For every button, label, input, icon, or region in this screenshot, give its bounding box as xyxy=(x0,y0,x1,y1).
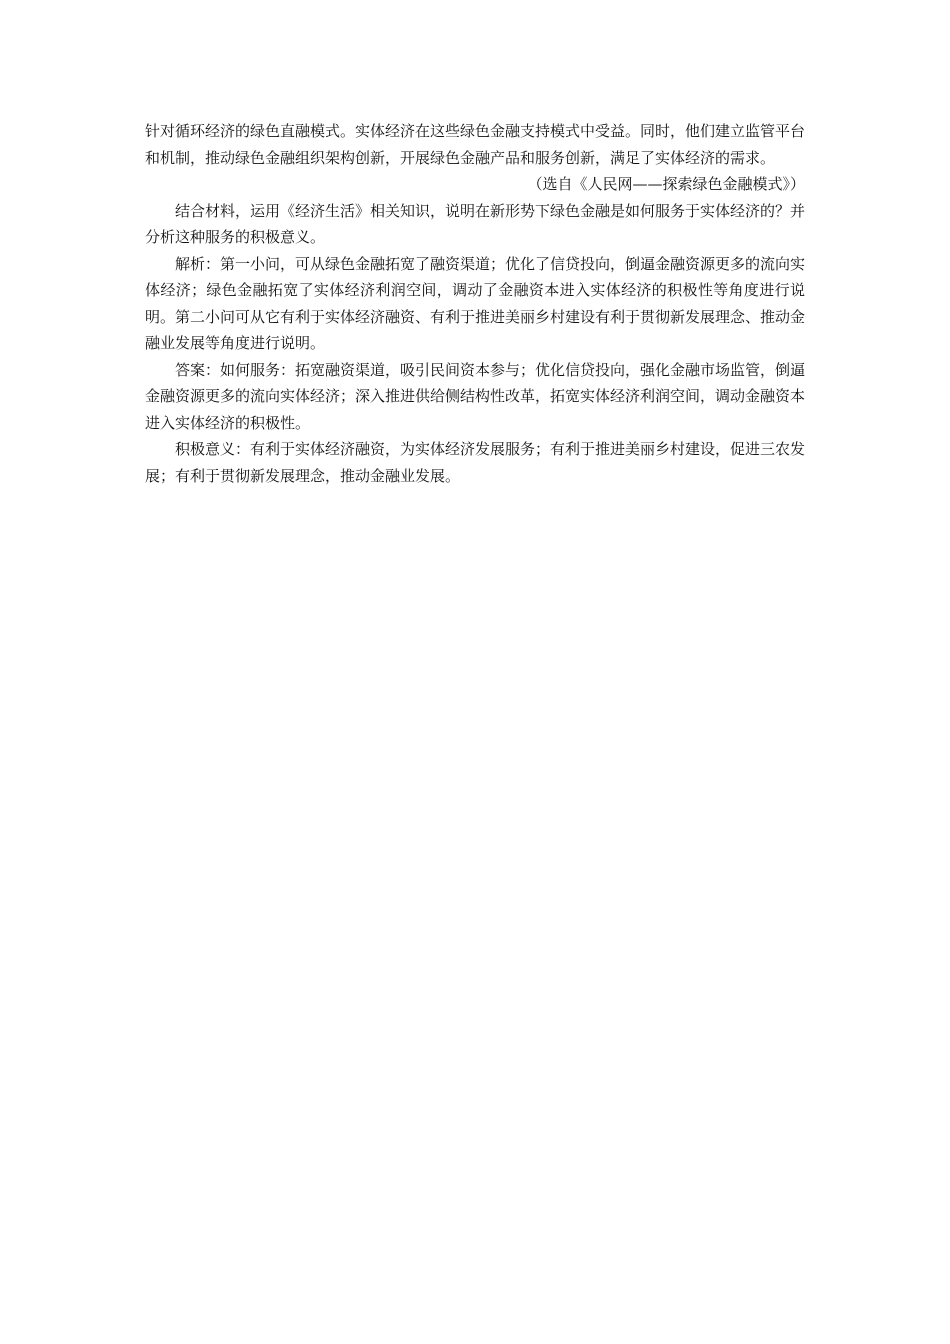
source-citation: （选自《人民网——探索绿色金融模式》） xyxy=(527,175,805,193)
intro-paragraph: 针对循环经济的绿色直融模式。实体经济在这些绿色金融支持模式中受益。同时，他们建立监管平台和机制，推动绿色金融组织架构创新，开展绿色金融产品和服务创新，满足了实体经济的需求。 xyxy=(145,122,806,167)
document-page xyxy=(145,118,805,489)
answer-paragraph: 答案：如何服务：拓宽融资渠道，吸引民间资本参与；优化信贷投向，强化金融市场监管，倒逼金融资源更多的流向实体经济；深入推进供给侧结构性改革，拓宽实体经济利润空间，调动金融资本进入实体经济的积极性。 xyxy=(145,360,806,432)
analysis-paragraph: 解析：第一小问，可从绿色金融拓宽了融资渠道；优化了信贷投向，倒逼金融资源更多的流向实体经济；绿色金融拓宽了实体经济利润空间，调动了金融资本进入实体经济的积极性等角度进行说明。第二小问可从它有利于实体经济融资、有利于推进美丽乡村建设有利于贯彻新发展理念、推动金融业发展等角度进行说明。 xyxy=(145,254,806,352)
question-paragraph: 结合材料，运用《经济生活》相关知识，说明在新形势下绿色金融是如何服务于实体经济的？并分析这种服务的积极意义。 xyxy=(145,201,806,246)
significance-paragraph: 积极意义：有利于实体经济融资，为实体经济发展服务；有利于推进美丽乡村建设，促进三农发展；有利于贯彻新发展理念，推动金融业发展。 xyxy=(145,440,806,485)
